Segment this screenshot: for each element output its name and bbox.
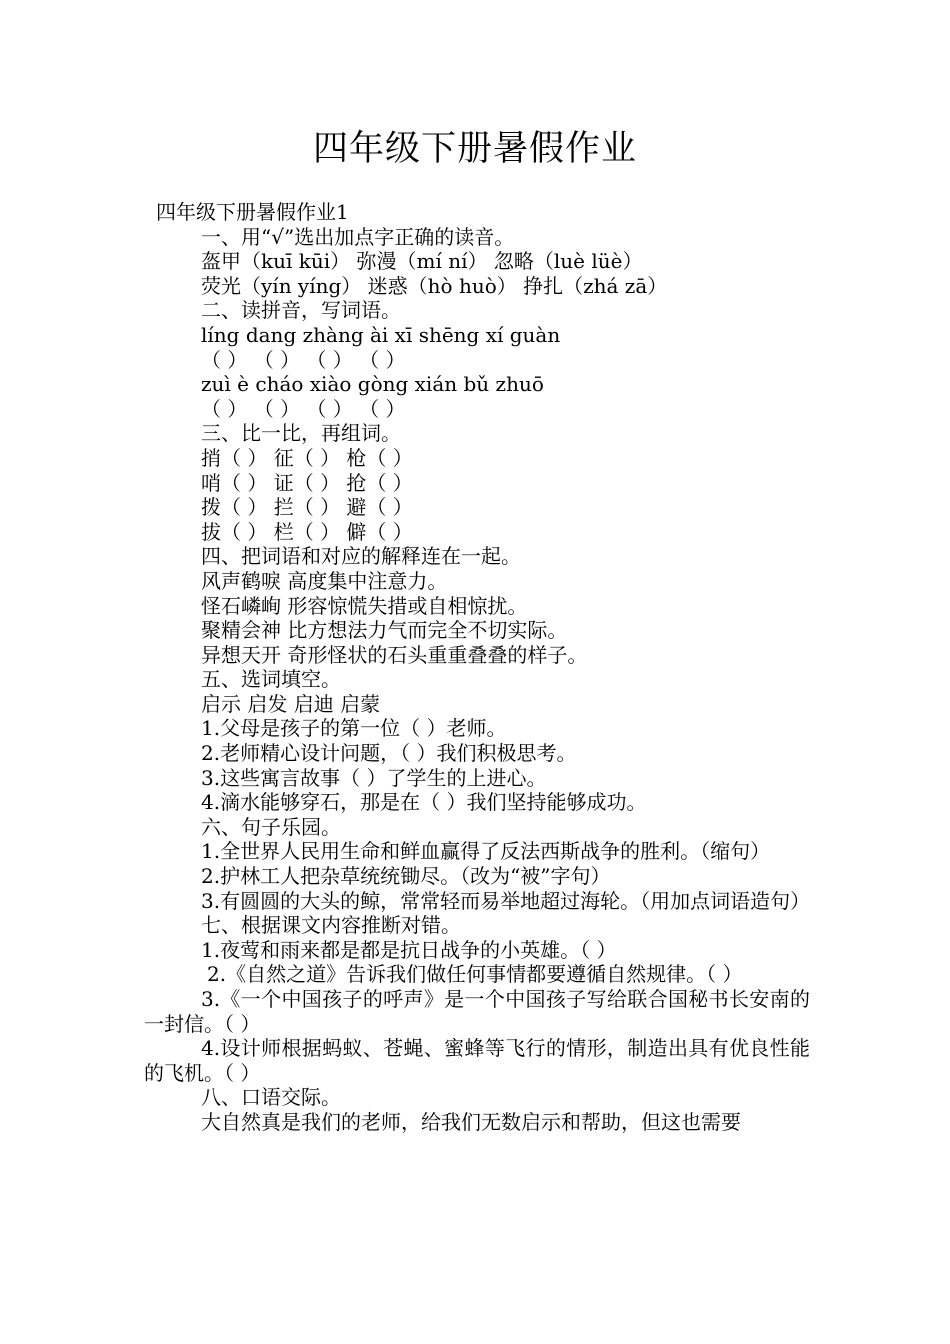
text-line: 4.滴水能够穿石，那是在（ ）我们坚持能够成功。	[201, 790, 647, 815]
text-line: 3.《一个中国孩子的呼声》是一个中国孩子写给联合国秘书长安南的一封信。（ ）	[144, 987, 810, 1036]
text-line: （ ） （ ） （ ） （ ）	[201, 347, 406, 372]
text-line: 3.这些寓言故事（ ）了学生的上进心。	[201, 765, 547, 790]
text-line: 3.有圆圆的大头的鲸，常常轻而易举地超过海轮。（用加点词语造句）	[201, 888, 811, 913]
text-line: 聚精会神 比方想法力气而完全不切实际。	[201, 618, 568, 643]
text-line: 八、口语交际。	[201, 1085, 341, 1110]
text-line: 2.《自然之道》告诉我们做任何事情都要遵循自然规律。（ ）	[207, 962, 743, 987]
text-line: 1.父母是孩子的第一位（ ）老师。	[201, 716, 507, 741]
text-line: 1.全世界人民用生命和鲜血赢得了反法西斯战争的胜利。（缩句）	[201, 839, 771, 864]
text-line: 五、选词填空。	[201, 667, 341, 692]
text-line: 四年级下册暑假作业1	[156, 200, 349, 224]
text-line: zuì è cháo xiào gòng xián bǔ zhuō	[201, 372, 544, 397]
text-line: 启示 启发 启迪 启蒙	[201, 691, 381, 716]
page-title: 四年级下册暑假作业	[312, 129, 637, 169]
text-line: 大自然真是我们的老师，给我们无数启示和帮助，但这也需要	[201, 1109, 741, 1134]
text-line: 一、用“√”选出加点字正确的读音。	[201, 224, 515, 249]
text-line: 4.设计师根据蚂蚁、苍蝇、蜜蜂等飞行的情形，制造出具有优良性能的飞机。（ ）	[144, 1036, 810, 1085]
text-line: 荧光（yín yíng） 迷惑（hò huò） 挣扎（zhá zā）	[201, 273, 668, 298]
document-body	[144, 200, 810, 1135]
text-line: 四、把词语和对应的解释连在一起。	[201, 544, 521, 569]
text-line: líng dang zhàng ài xī shēng xí guàn	[201, 322, 561, 347]
text-line: 拨（ ） 拦（ ） 避（ ）	[201, 495, 413, 520]
text-line: 七、根据课文内容推断对错。	[201, 913, 461, 938]
text-line: 1.夜莺和雨来都是都是抗日战争的小英雄。（ ）	[201, 937, 617, 962]
text-line: 捎（ ） 征（ ） 枪（ ）	[201, 445, 413, 470]
text-line: （ ） （ ） （ ） （ ）	[201, 396, 406, 421]
text-line: 三、比一比，再组词。	[201, 421, 401, 446]
text-line: 怪石嶙峋 形容惊慌失措或自相惊扰。	[201, 593, 528, 618]
text-line: 拔（ ） 栏（ ） 僻（ ）	[201, 519, 413, 544]
text-line: 2.护林工人把杂草统统锄尽。（改为“被”字句）	[201, 864, 611, 889]
text-line: 二、读拼音，写词语。	[201, 298, 401, 323]
text-line: 异想天开 奇形怪状的石头重重叠叠的样子。	[201, 642, 588, 667]
text-line: 六、句子乐园。	[201, 814, 341, 839]
text-line: 风声鹤唳 高度集中注意力。	[201, 568, 448, 593]
text-line: 盔甲（kuī kūi） 弥漫（mí ní） 忽略（luè lüè）	[201, 249, 643, 274]
text-line: 哨（ ） 证（ ） 抢（ ）	[201, 470, 413, 495]
text-line: 2.老师精心设计问题，（ ）我们积极思考。	[201, 741, 577, 766]
